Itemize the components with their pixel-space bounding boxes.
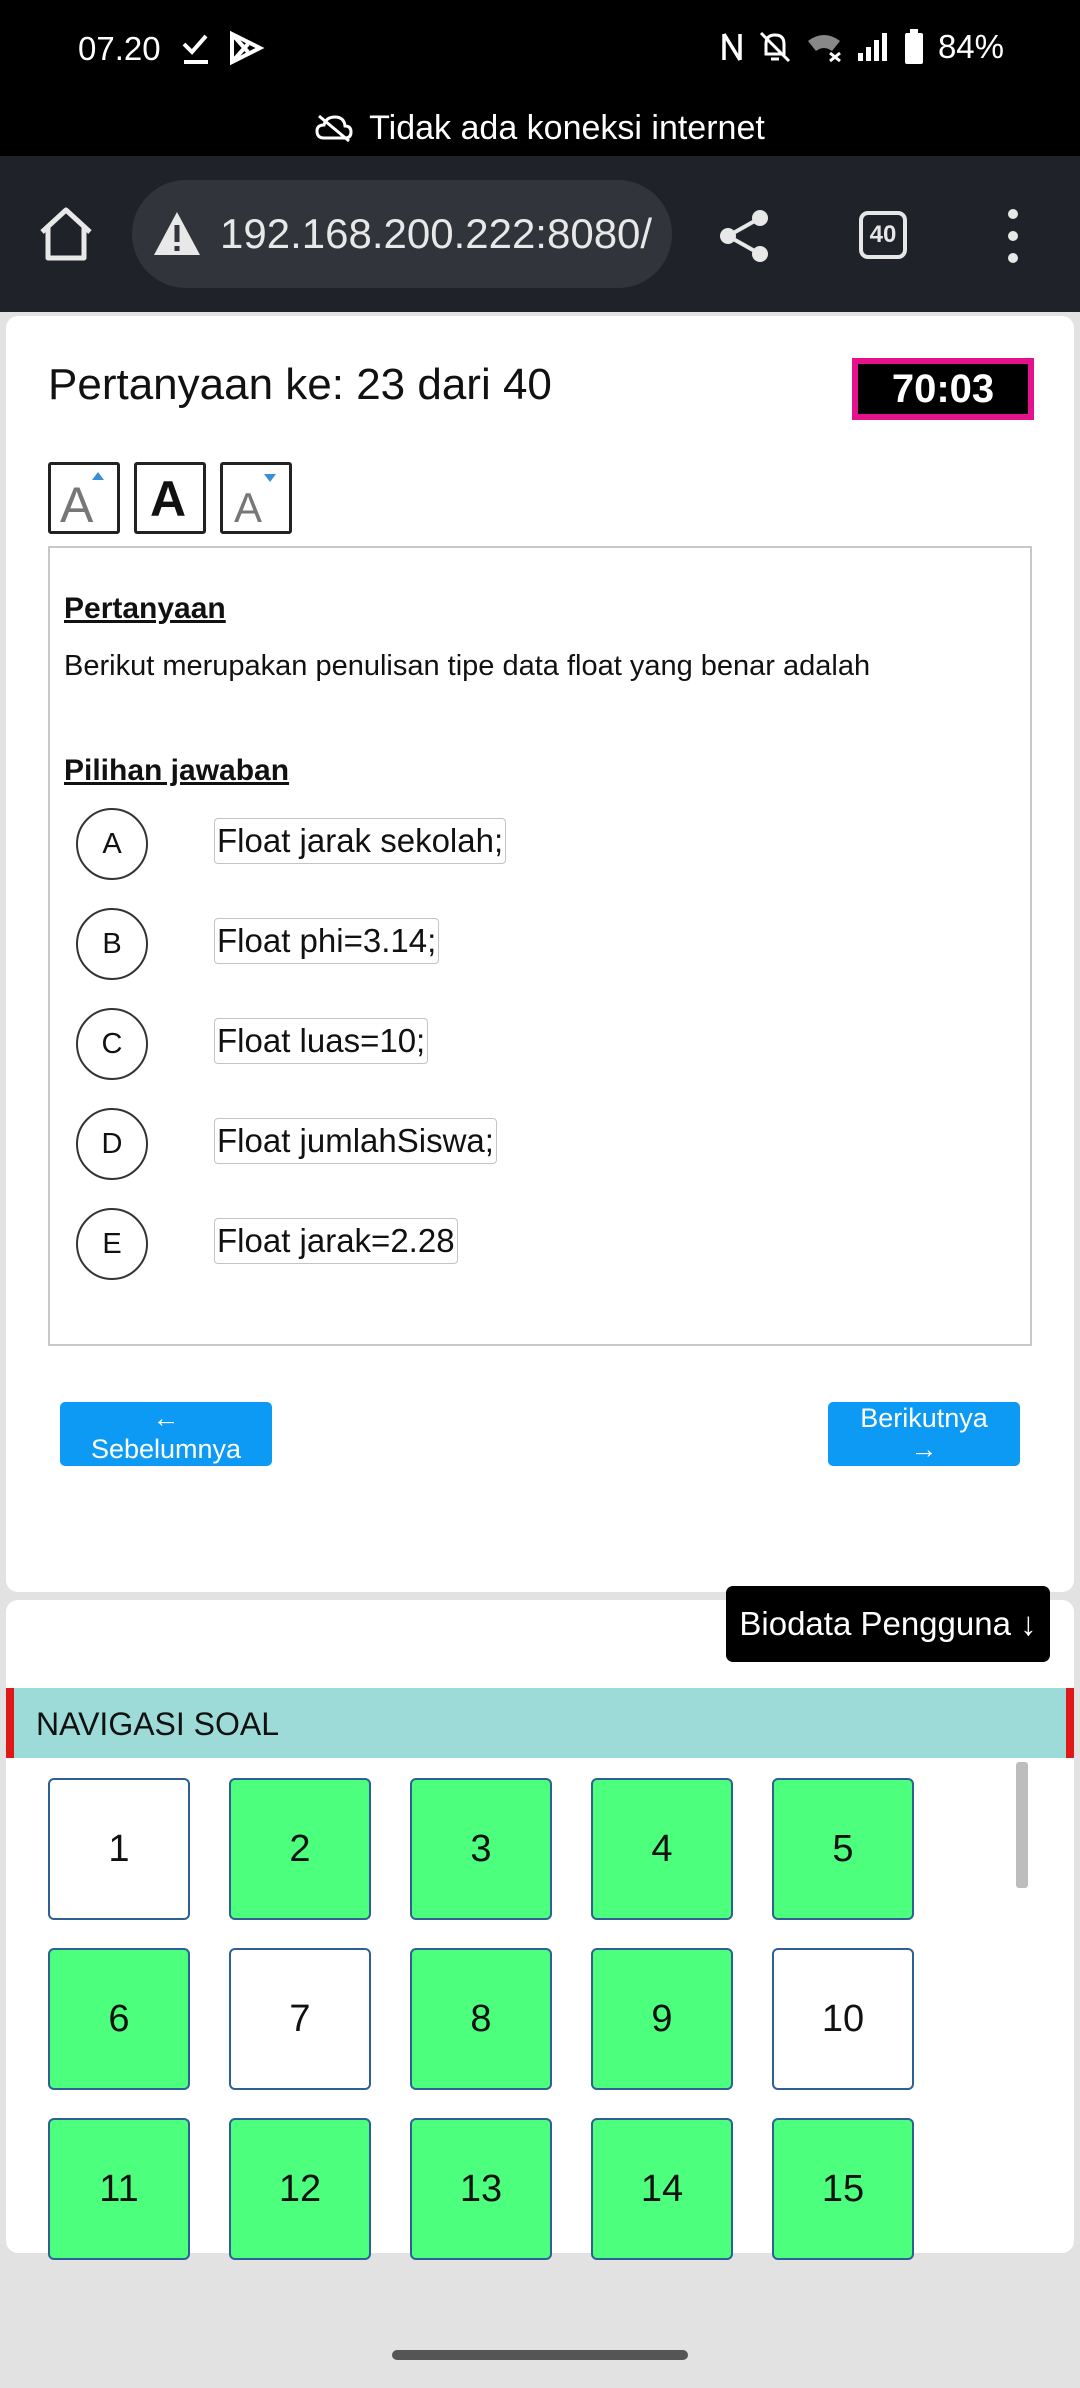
nfc-icon (720, 30, 744, 64)
svg-text:A: A (60, 477, 94, 533)
question-nav-cell[interactable]: 8 (410, 1948, 552, 2090)
question-section-label: Pertanyaan (64, 592, 226, 625)
option-text[interactable]: Float jumlahSiswa; (214, 1118, 497, 1164)
font-reset-icon (140, 468, 200, 528)
question-nav-cell[interactable]: 4 (591, 1778, 733, 1920)
signal-icon (856, 31, 890, 63)
previous-button[interactable]: ← Sebelumnya (60, 1402, 272, 1466)
font-decrease-icon (226, 468, 286, 531)
play-store-icon (232, 34, 260, 62)
question-nav-cell[interactable]: 14 (591, 2118, 733, 2260)
option-text[interactable]: Float phi=3.14; (214, 918, 439, 964)
font-increase-icon (54, 468, 114, 533)
browser-toolbar (0, 156, 1080, 312)
question-navigation-card (6, 1600, 1074, 2253)
warning-icon[interactable] (152, 209, 202, 259)
answer-option-e[interactable] (76, 1208, 976, 1280)
option-radio[interactable]: B (76, 908, 148, 980)
url-text[interactable]: 192.168.200.222:8080/ (220, 210, 653, 257)
wifi-off-icon (806, 31, 842, 63)
share-icon[interactable] (716, 208, 772, 264)
question-number: Pertanyaan ke: 23 dari 40 (48, 360, 552, 409)
question-nav-cell[interactable]: 10 (772, 1948, 914, 2090)
question-card (6, 316, 1074, 1592)
question-nav-cell[interactable]: 2 (229, 1778, 371, 1920)
answer-option-c[interactable] (76, 1008, 976, 1080)
more-menu-icon[interactable] (1000, 206, 1026, 266)
status-right-icons (720, 28, 1004, 66)
question-nav-cell[interactable]: 3 (410, 1778, 552, 1920)
cloud-off-icon (315, 114, 353, 142)
status-left-icons (182, 30, 272, 71)
font-increase-button[interactable] (48, 462, 120, 534)
navigation-header (6, 1688, 1074, 1758)
gesture-bar[interactable] (392, 2350, 688, 2360)
svg-text:A: A (150, 471, 187, 527)
answer-option-a[interactable] (76, 808, 976, 880)
font-decrease-button[interactable] (220, 462, 292, 534)
answer-option-b[interactable] (76, 908, 976, 980)
question-nav-cell[interactable]: 9 (591, 1948, 733, 2090)
url-bar[interactable] (132, 180, 672, 288)
question-nav-cell[interactable]: 6 (48, 1948, 190, 2090)
check-download-icon (184, 36, 208, 62)
question-text: Berikut merupakan penulisan tipe data float yang benar adalah (64, 650, 871, 682)
option-radio[interactable]: A (76, 808, 148, 880)
tabs-count-button[interactable]: 40 (859, 211, 907, 259)
grid-scrollbar[interactable] (1016, 1762, 1028, 1888)
svg-text:A: A (234, 484, 263, 531)
question-nav-cell[interactable]: 5 (772, 1778, 914, 1920)
answer-option-d[interactable] (76, 1108, 976, 1180)
offline-banner (0, 100, 1080, 156)
question-nav-cell[interactable]: 1 (48, 1778, 190, 1920)
question-grid (6, 1768, 1074, 2210)
question-box (48, 546, 1032, 1346)
question-nav-cell[interactable]: 7 (229, 1948, 371, 2090)
countdown-timer: 70:03 (852, 358, 1034, 420)
option-radio[interactable]: D (76, 1108, 148, 1180)
option-text[interactable]: Float luas=10; (214, 1018, 428, 1064)
battery-percent: 84% (937, 28, 1004, 65)
mute-icon (758, 30, 792, 64)
user-biodata-button[interactable]: Biodata Pengguna ↓ (726, 1586, 1050, 1662)
font-size-controls (48, 462, 292, 534)
question-nav-cell[interactable]: 11 (48, 2118, 190, 2260)
option-text[interactable]: Float jarak=2.28 (214, 1218, 458, 1264)
option-text[interactable]: Float jarak sekolah; (214, 818, 506, 864)
next-button[interactable]: Berikutnya → (828, 1402, 1020, 1466)
font-reset-button[interactable] (134, 462, 206, 534)
option-radio[interactable]: C (76, 1008, 148, 1080)
options-section-label: Pilihan jawaban (64, 754, 290, 787)
question-nav-cell[interactable]: 12 (229, 2118, 371, 2260)
offline-banner-text: Tidak ada koneksi internet (369, 108, 765, 147)
question-nav-cell[interactable]: 13 (410, 2118, 552, 2260)
option-radio[interactable]: E (76, 1208, 148, 1280)
home-icon[interactable] (36, 204, 96, 264)
question-nav-cell[interactable]: 15 (772, 2118, 914, 2260)
status-bar (0, 0, 1080, 100)
navigation-header-title: NAVIGASI SOAL (36, 1706, 280, 1742)
battery-icon (904, 29, 924, 65)
status-time: 07.20 (78, 30, 161, 67)
